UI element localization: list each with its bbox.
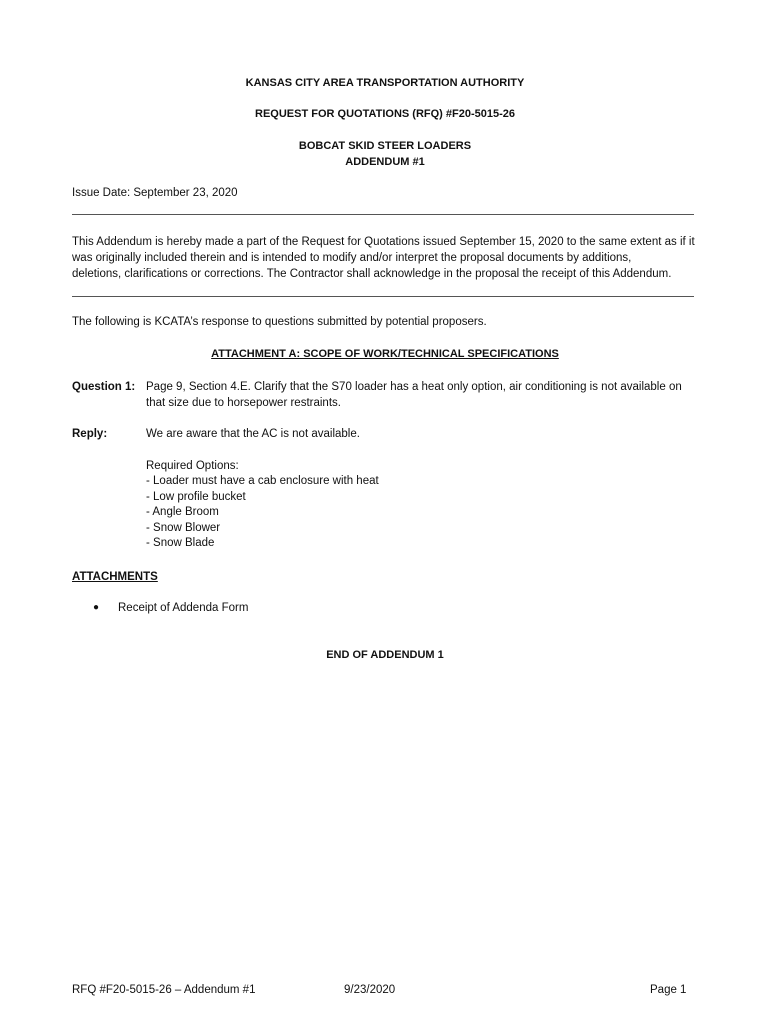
org-title: KANSAS CITY AREA TRANSPORTATION AUTHORITY [245,77,525,89]
options-title: Required Options: [146,460,239,472]
reply-text: We are aware that the AC is not available. [146,428,360,440]
question-line-1: Page 9, Section 4.E. Clarify that the S70 loader has a heat only option, air conditioning is not available on [146,381,682,393]
option-item: - Angle Broom [146,506,219,519]
attachments-heading: ATTACHMENTS [72,571,158,583]
intro-paragraph [72,234,702,282]
option-item: - Snow Blower [146,521,221,534]
intro-line-2: was originally included therein and is intended to modify and/or interpret the proposal documents by additions, [72,252,632,264]
reply-label: Reply: [72,428,108,440]
intro-line-1: This Addendum is hereby made a part of the Request for Quotations issued September 15, 2020 to the same extent as if it [72,236,695,248]
option-item: - Snow Blade [146,537,215,550]
footer-page-number: Page 1 [650,984,687,996]
options-list [146,474,379,552]
question-line-2: that size due to horsepower restraints. [146,397,341,409]
issue-date: Issue Date: September 23, 2020 [72,187,238,199]
addendum-title: ADDENDUM #1 [345,156,425,168]
divider-top [72,214,694,215]
footer-left: RFQ #F20-5015-26 – Addendum #1 [72,984,256,996]
subject-title: BOBCAT SKID STEER LOADERS [298,140,472,152]
attachment-a-heading: ATTACHMENT A: SCOPE OF WORK/TECHNICAL SPECIFICATIONS [211,348,559,360]
divider-bottom [72,296,694,297]
bullet-icon: ● [93,602,100,613]
attachment-item: Receipt of Addenda Form [118,602,249,614]
intro-line-3: deletions, clarifications or corrections. The Contractor shall acknowledge in the proposal the receipt of this Addendum. [72,268,672,280]
question-label: Question 1: [72,381,136,393]
option-item: - Low profile bucket [146,490,246,503]
end-of-addendum: END OF ADDENDUM 1 [326,649,444,661]
option-item: - Loader must have a cab enclosure with heat [146,475,379,487]
rfq-title: REQUEST FOR QUOTATIONS (RFQ) #F20-5015-26 [255,108,515,120]
question-text [146,379,706,411]
footer-date: 9/23/2020 [344,984,396,996]
response-intro: The following is KCATA’s response to questions submitted by potential proposers. [72,316,487,328]
